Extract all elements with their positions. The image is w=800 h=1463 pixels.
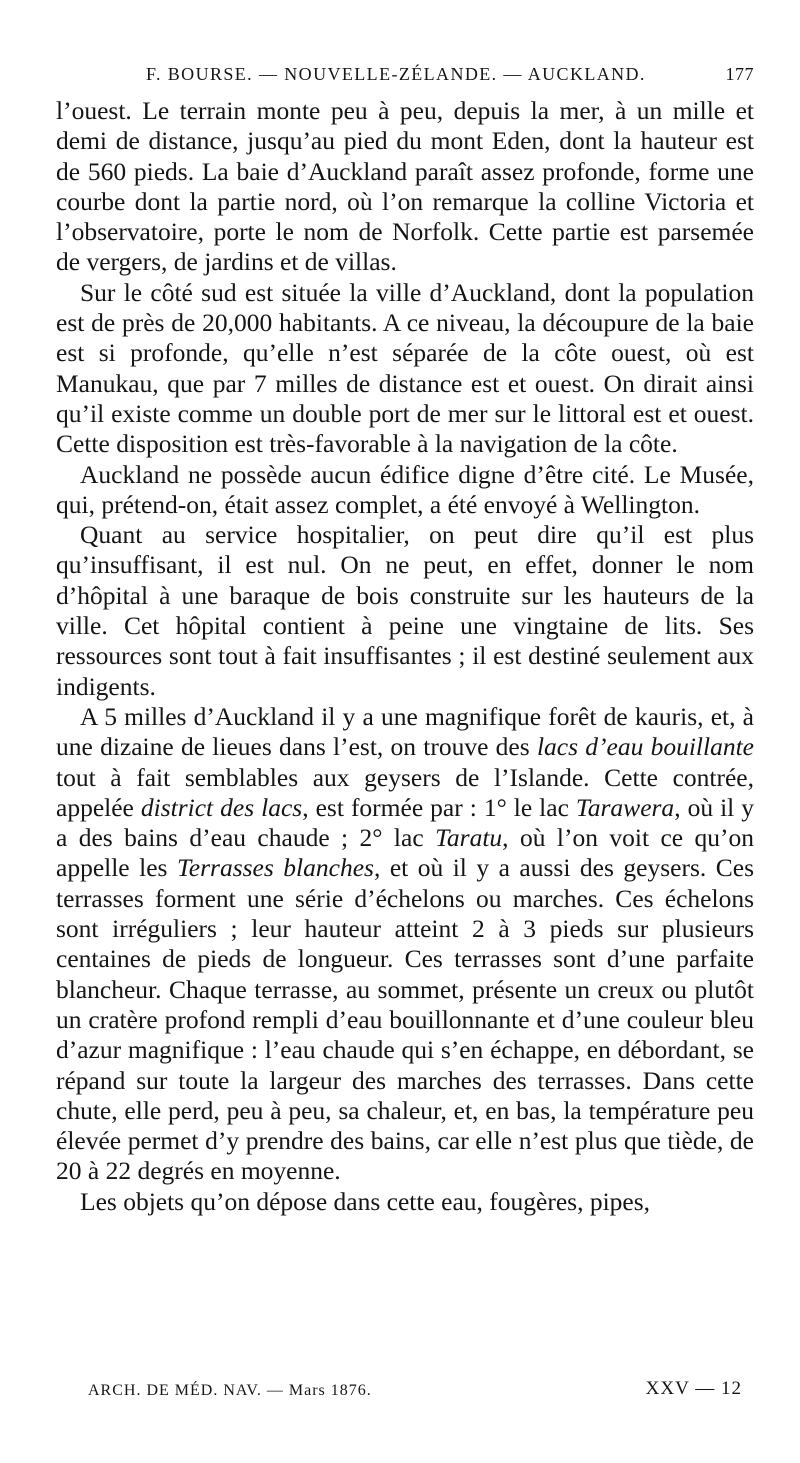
running-head xyxy=(56,56,754,96)
italic-term: Terrasses blanches xyxy=(176,853,374,883)
text-run: , est formée par : 1° le lac xyxy=(302,792,576,822)
page-number: 177 xyxy=(725,64,754,84)
journal-citation: ARCH. DE MÉD. NAV. — Mars 1876. xyxy=(88,1382,372,1399)
text-run: , et où il y a aussi des geysers. Ces terrasses forment une série d’échelons ou marches. Ces échelons sont irréguliers ; leur hauteur atteint 2 à 3 pieds sur plusieurs centaines de pieds de longueur. Ces terrasses sont d’une parfaite blancheur. Chaque terrasse, au sommet, présente un creux ou plutôt un cratère profond rempli d’eau bouillonnante et d’une couleur bleu d’azur magnifique : l’eau chaude qui s’en échappe, en débordant, se répand sur toute la largeur des marches des terrasses. Dans cette chute, elle perd, peu à peu, sa chaleur, et, en bas, la température peu élevée permet d’y prendre des bains, car elle n’est plus que tiède, de 20 à 22 degrés en moyenne. xyxy=(56,853,755,1186)
text-run: , où l’on voit ce qu’on appelle les xyxy=(56,823,754,883)
page-footer xyxy=(56,1378,754,1408)
text-run: l’ouest. Le terrain monte peu à peu, depuis la mer, à un mille et demi de distance, jusqu’au pied du mont Eden, dont la hauteur est de 560 pieds. La baie d’Auckland paraît assez profonde, forme une courbe dont la partie nord, où l’on remarque la colline Victoria et l’observatoire, porte le nom de Norfolk. Cette partie est parsemée de vergers, de jardins et de villas. xyxy=(56,96,754,277)
paragraph xyxy=(56,702,754,1187)
document-page xyxy=(56,56,754,1406)
paragraph xyxy=(56,278,754,460)
text-run: , où il y a des bains d’eau chaude ; 2° lac xyxy=(56,792,755,853)
text-run: Quant au service hospitalier, on peut dire qu’il est plus qu’insuffisant, il est nul. On ne peut, en effet, donner le nom d’hôpital à une baraque de bois construite sur les hauteurs de la ville. Cet hôpital contient à peine une vingtaine de lits. Ses ressources sont tout à fait insuffisantes ; il est destiné seulement aux indigents. xyxy=(56,520,754,701)
body-text xyxy=(56,96,754,1217)
paragraph xyxy=(56,520,754,702)
text-run: Les objets qu’on dépose dans cette eau, fougères, pipes, xyxy=(80,1186,651,1216)
paragraph xyxy=(56,96,754,278)
italic-term: lacs d’eau bouillante xyxy=(536,732,754,762)
text-run: Sur le côté sud est située la ville d’Auckland, dont la population est de près de 20,000 habitants. A ce niveau, la découpure de la baie est si profonde, qu’elle n’est séparée de la côte ouest, où est Manukau, que par 7 milles de distance est et ouest. On dirait ainsi qu’il existe comme un double port de mer sur le littoral est et ouest. Cette disposition est très-favorable à la navigation de la côte. xyxy=(56,277,754,459)
running-head-title: F. BOURSE. — NOUVELLE-ZÉLANDE. — AUCKLAND. xyxy=(146,64,646,84)
italic-term: Taratu xyxy=(435,823,503,853)
paragraph xyxy=(56,460,754,521)
text-run: tout à fait semblables aux geysers de l’Islande. Cette contrée, appelée xyxy=(56,762,754,822)
italic-term: Tarawera xyxy=(575,792,675,822)
text-run: A 5 milles d’Auckland il y a une magnifique forêt de kauris, et, à une dizaine de lieues dans l’est, on trouve des xyxy=(56,701,754,762)
printer-signature: XXV — 12 xyxy=(645,1378,742,1399)
text-run: Auckland ne possède aucun édifice digne d’être cité. Le Musée, qui, prétend-on, était assez complet, a été envoyé à Wellington. xyxy=(56,459,754,519)
paragraph xyxy=(56,1187,754,1217)
italic-term: district des lacs xyxy=(140,792,303,822)
